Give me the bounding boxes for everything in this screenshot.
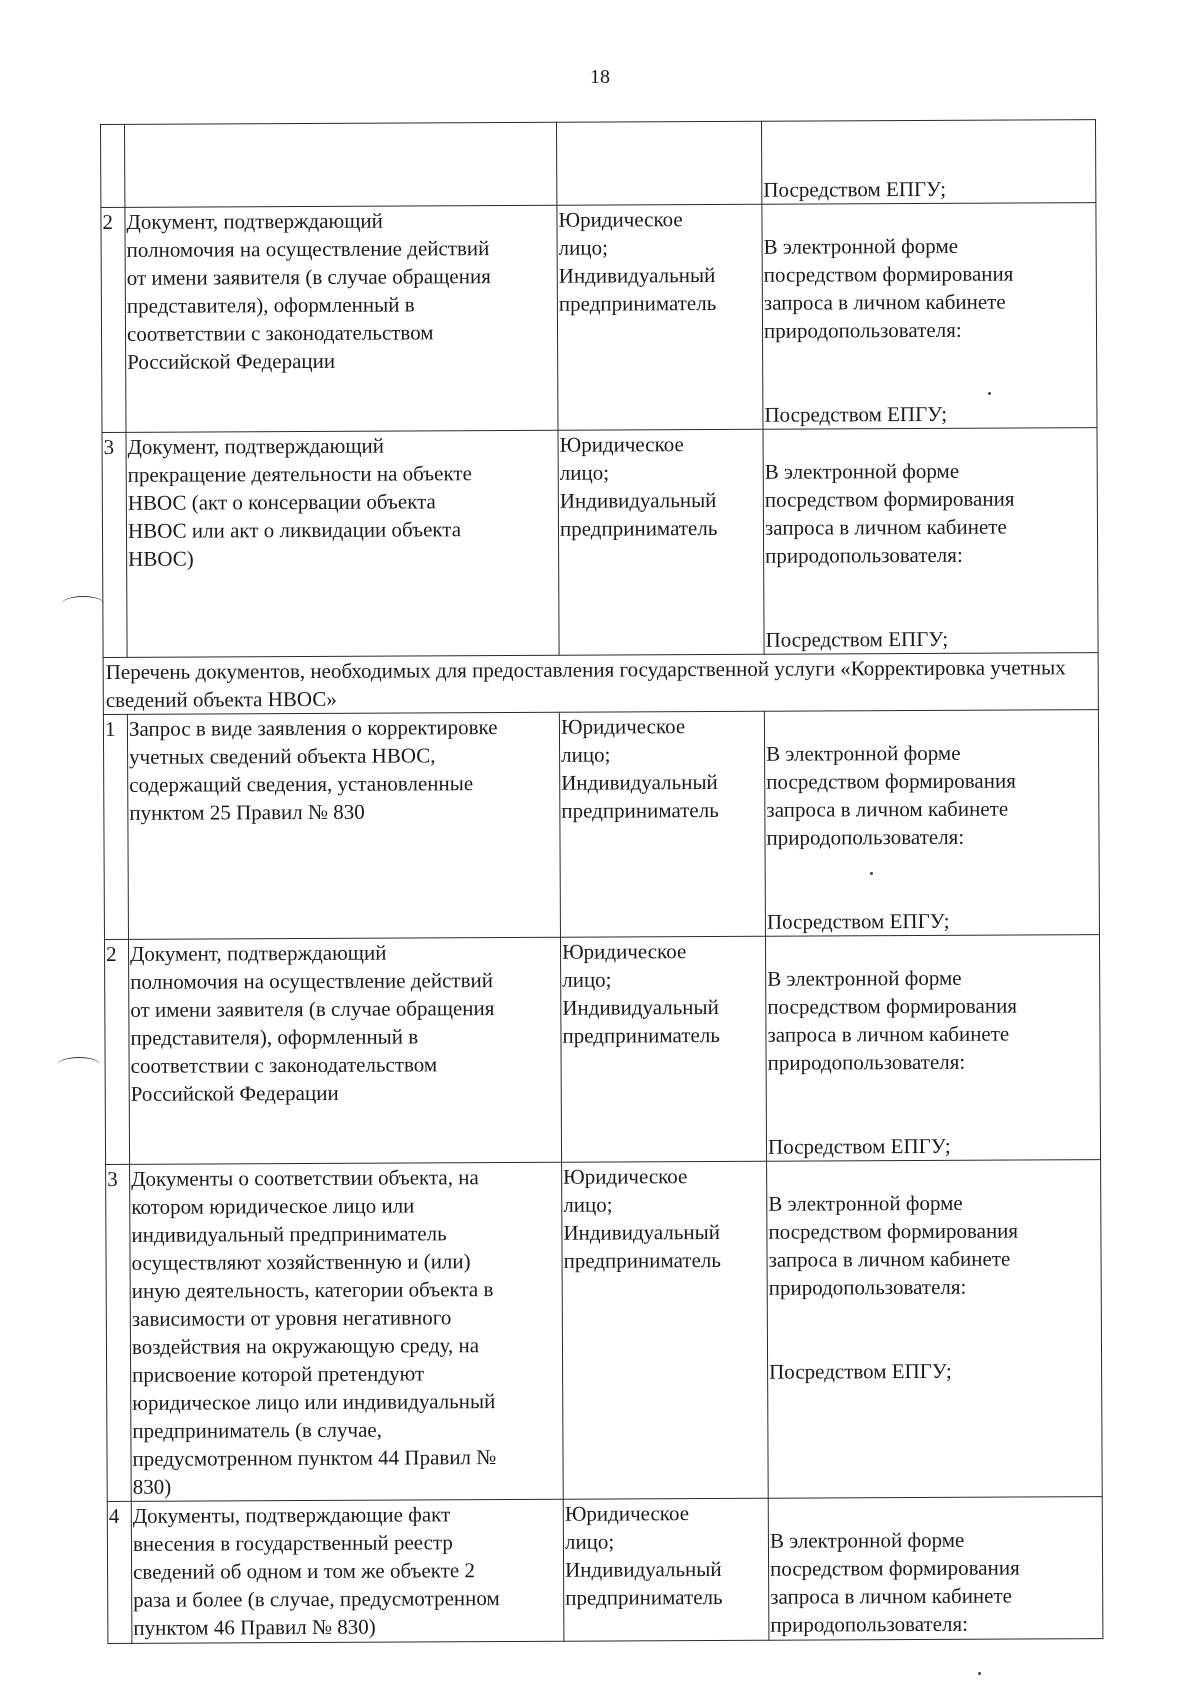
applicant-type: Юридическое лицо; Индивидуальный предприниматель	[557, 204, 763, 430]
table-row	[102, 428, 1098, 658]
submission-method-electronic: В электронной форме посредством формирования запроса в личном кабинете природопользователя:	[767, 965, 1018, 1075]
document-name: Документы о соответствии объекта, на котором юридическое лицо или индивидуальный предприниматель осуществляют хозяйственную и (или) иную деятельность, категории объекта в зависимости от уровня негативного воздействия на окружающую среду, на присвоение которой претендуют юридическое лицо или индивидуальный предприниматель (в случае, предусмотренном пунктом 44 Правил № 830)	[130, 1162, 564, 1501]
applicant-type: Юридическое лицо; Индивидуальный предприниматель	[562, 1161, 769, 1499]
document-name: Документ, подтверждающий полномочия на осуществление действий от имени заявителя (в случае обращения представителя), оформленный в соответствии с законодательством Российской Федерации	[128, 937, 561, 1164]
margin-mark	[58, 1057, 100, 1072]
submission-method-electronic: В электронной форме посредством формирования запроса в личном кабинете природопользователя:	[764, 458, 1015, 568]
applicant-type: Юридическое лицо; Индивидуальный предприниматель	[560, 936, 766, 1162]
table-row	[104, 935, 1100, 1165]
table-row	[103, 710, 1099, 940]
scan-speck	[870, 872, 873, 875]
submission-method-epgu: Посредством ЕПГУ;	[766, 908, 950, 934]
table-row	[107, 1497, 1103, 1644]
submission-method-epgu: Посредством ЕПГУ;	[767, 1133, 951, 1159]
document-name: Документы, подтверждающие факт внесения в государственный реестр сведений об одном и том же объекте 2 раза и более (в случае, предусмотренном пунктом 46 Правил № 830)	[131, 1499, 564, 1643]
document-name: Документ, подтверждающий прекращение деятельности на объекте НВОС (акт о консервации объекта НВОС или акт о ликвидации объекта НВОС)	[126, 430, 559, 657]
documents-table	[100, 119, 1103, 1644]
document-name: Документ, подтверждающий полномочия на осуществление действий от имени заявителя (в случае обращения представителя), оформленный в соответствии с законодательством Российской Федерации	[125, 205, 558, 432]
submission-method	[765, 935, 1100, 1162]
submission-method-electronic: В электронной форме посредством формирования запроса в личном кабинете природопользователя:	[768, 1190, 1019, 1300]
submission-method	[761, 120, 1095, 205]
scan-speck	[978, 1672, 981, 1675]
row-number: 2	[104, 939, 129, 1164]
submission-method-epgu: Посредством ЕПГУ;	[763, 176, 947, 202]
table-row	[101, 203, 1097, 433]
row-number: 1	[103, 714, 128, 939]
applicant-type: Юридическое лицо; Индивидуальный предприниматель	[563, 1498, 769, 1641]
page-number: 18	[590, 66, 610, 88]
row-number: 4	[107, 1501, 132, 1643]
table-row	[101, 120, 1096, 208]
submission-method-electronic: В электронной форме посредством формирования запроса в личном кабинете природопользователя:	[766, 740, 1016, 850]
section-header-row	[103, 653, 1098, 715]
submission-method	[768, 1497, 1103, 1641]
document-name	[125, 122, 557, 207]
submission-method	[763, 428, 1098, 655]
scan-speck	[988, 392, 991, 395]
submission-method	[767, 1160, 1103, 1499]
applicant-type: Юридическое лицо; Индивидуальный предприниматель	[558, 429, 764, 655]
document-name: Запрос в виде заявления о корректировке учетных сведений объекта НВОС, содержащий сведения, установленные пунктом 25 Правил № 830	[127, 712, 560, 939]
row-number: 2	[101, 207, 126, 432]
submission-method-electronic: В электронной форме посредством формирования запроса в личном кабинете природопользователя:	[763, 233, 1014, 343]
row-number	[101, 124, 125, 207]
submission-method-epgu: Посредством ЕПГУ;	[764, 401, 948, 427]
submission-method	[764, 710, 1099, 937]
row-number: 3	[102, 432, 127, 657]
applicant-type	[556, 121, 761, 205]
applicant-type: Юридическое лицо; Индивидуальный предприниматель	[559, 711, 765, 937]
section-header: Перечень документов, необходимых для предоставления государственной услуги «Корректировка учетных сведений объекта НВОС»	[103, 653, 1098, 715]
row-number: 3	[106, 1164, 132, 1501]
submission-method	[762, 203, 1097, 430]
table-row	[106, 1160, 1103, 1502]
margin-mark	[62, 596, 104, 611]
submission-method-epgu: Посредством ЕПГУ;	[765, 626, 949, 652]
submission-method-epgu: Посредством ЕПГУ;	[769, 1358, 952, 1384]
submission-method-electronic: В электронной форме посредством формирования запроса в личном кабинете природопользователя:	[769, 1527, 1020, 1637]
